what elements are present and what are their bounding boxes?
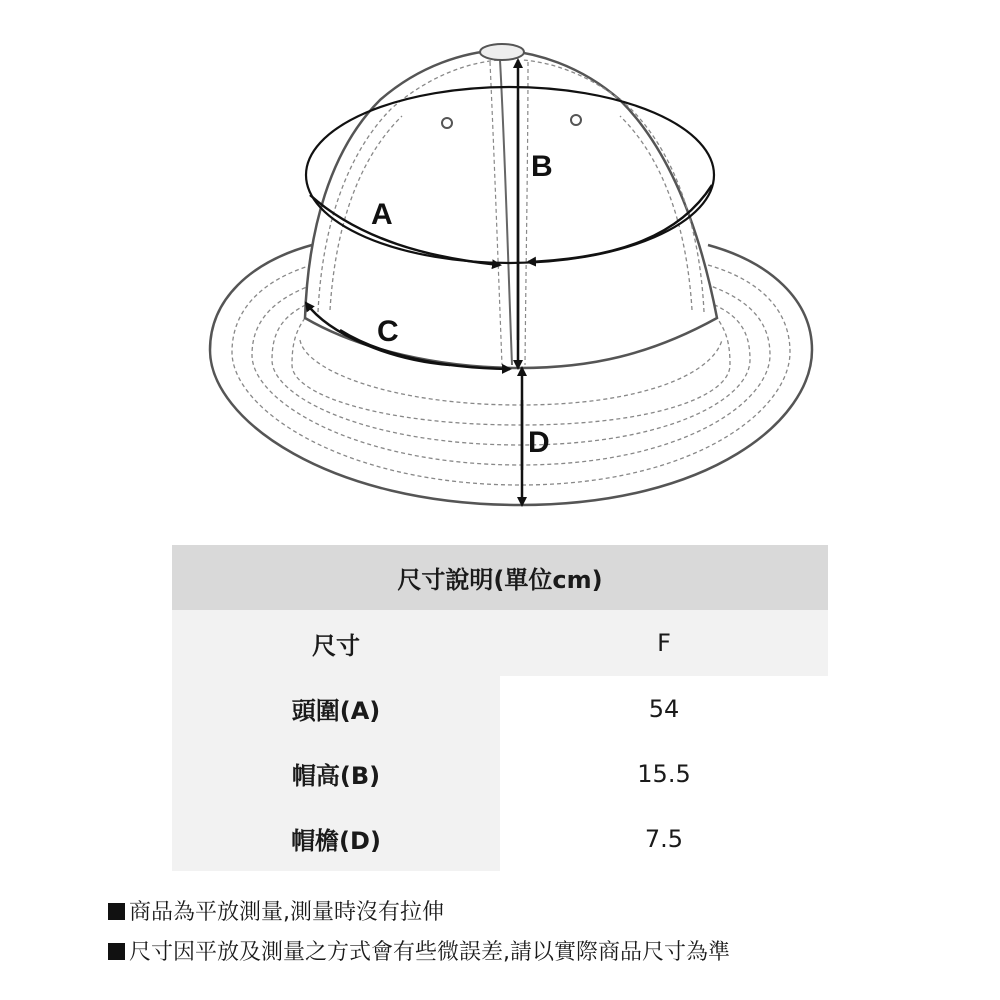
note-item	[108, 895, 730, 935]
row-value: 54	[500, 676, 828, 741]
square-bullet-icon	[108, 943, 125, 960]
note-text: 尺寸因平放及測量之方式會有些微誤差,請以實際商品尺寸為準	[129, 940, 730, 965]
label-d: D	[528, 426, 550, 459]
header-value: F	[500, 610, 828, 676]
row-value: 7.5	[500, 806, 828, 871]
note-item	[108, 935, 730, 975]
label-b: B	[531, 150, 553, 183]
table-row	[172, 676, 828, 741]
row-value: 15.5	[500, 741, 828, 806]
square-bullet-icon	[108, 903, 125, 920]
row-label: 帽高(B)	[172, 741, 500, 806]
row-label: 帽檐(D)	[172, 806, 500, 871]
notes	[108, 895, 730, 975]
table-row	[172, 741, 828, 806]
row-label: 頭圍(A)	[172, 676, 500, 741]
header-label: 尺寸	[172, 610, 500, 676]
label-c: C	[377, 315, 399, 348]
size-table	[172, 545, 828, 871]
table-title: 尺寸說明(單位cm)	[172, 545, 828, 610]
hat-crown	[305, 44, 717, 368]
table-row	[172, 806, 828, 871]
note-text: 商品為平放測量,測量時沒有拉伸	[129, 900, 444, 925]
label-a: A	[371, 198, 393, 231]
